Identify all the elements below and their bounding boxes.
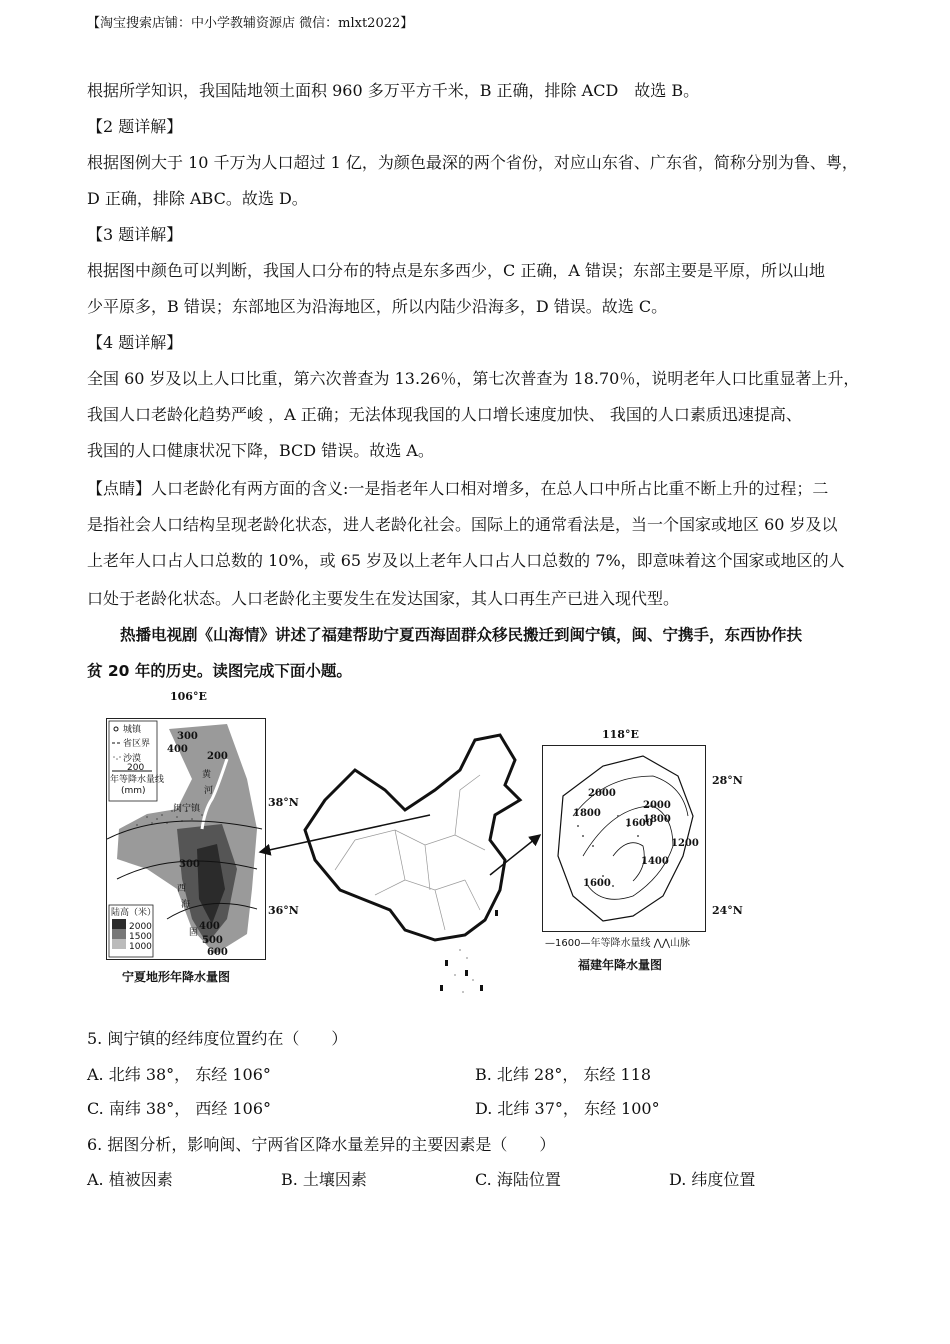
- legend-line-value: 200: [127, 763, 145, 773]
- question-6-stem: 6. 据图分析，影响闽、宁两省区降水量差异的主要因素是（ ）: [87, 1135, 556, 1154]
- label-huang: 黄: [202, 770, 212, 780]
- isohyet-300b: 300: [179, 859, 200, 870]
- fujian-legend-value: 1600: [555, 938, 581, 949]
- shop-header: 【淘宝搜索店铺：中小学教辅资源店 微信：mlxt2022】: [87, 16, 414, 31]
- fujian-legend: —1600—年等降水量线 ⋀⋀山脉: [545, 938, 691, 949]
- isohyet-200: 200: [207, 751, 228, 762]
- q6-option-c: C. 海陆位置: [475, 1170, 561, 1189]
- ningxia-map: [106, 718, 266, 960]
- section-heading: 【3 题详解】: [87, 225, 183, 244]
- paragraph: 少平原多，B 错误；东部地区为沿海地区，所以内陆少沿海多，D 错误。故选 C。: [87, 297, 668, 316]
- paragraph: D 正确，排除 ABC。故选 D。: [87, 189, 308, 208]
- arrows: [250, 790, 550, 910]
- paragraph: 全国 60 岁及以上人口比重，第六次普查为 13.26％，第七次普查为 18.70％，说明老年人口比重显著上升，: [87, 369, 860, 388]
- legend-desert: 沙漠: [123, 754, 142, 764]
- q6-option-d: D. 纬度位置: [669, 1170, 756, 1189]
- paragraph: 根据所学知识，我国陆地领土面积 960 多万平方千米，B 正确，排除 ACD 故选 B。: [87, 81, 700, 100]
- fj-isohyet-2000b: 2000: [643, 800, 671, 811]
- label-hai: 海: [181, 900, 191, 910]
- map-figure: [100, 690, 820, 1000]
- fj-isohyet-1600: 1600: [625, 818, 653, 829]
- legend-boundary: 省区界: [123, 739, 151, 749]
- paragraph: 是指社会人口结构呈现老龄化状态，进人老龄化社会。国际上的通常看法是，当一个国家或地区 60 岁及以: [87, 515, 838, 534]
- paragraph: 根据图中颜色可以判断，我国人口分布的特点是东多西少，C 正确，A 错误；东部主要是平原，所以山地: [87, 261, 825, 280]
- ningxia-caption: 宁夏地形年降水量图: [122, 970, 231, 984]
- legend-unit: (mm): [121, 786, 146, 796]
- q5-option-a: A. 北纬 38°， 东经 106°: [87, 1065, 271, 1084]
- section-heading: 【4 题详解】: [87, 333, 183, 352]
- fujian-lon: 118°E: [602, 728, 639, 741]
- elev-1000: 1000: [129, 942, 152, 952]
- paragraph: 口处于老龄化状态。人口老龄化主要发生在发达国家，其人口再生产已进入现代型。: [87, 589, 680, 608]
- label-xi: 西: [177, 884, 187, 894]
- paragraph: 根据图例大于 10 千万为人口超过 1 亿，为颜色最深的两个省份，对应山东省、广东省，简称分别为鲁、粤，: [87, 153, 858, 172]
- paragraph: 上老年人口占人口总数的 10%，或 65 岁及以上老年人口占人口总数的 7%，即意味着这个国家或地区的人: [87, 551, 845, 570]
- q5-option-b: B. 北纬 28°， 东经 118: [475, 1065, 652, 1084]
- q5-option-c: C. 南纬 38°， 西经 106°: [87, 1099, 272, 1118]
- isohyet-400: 400: [167, 744, 188, 755]
- label-minning: 闽宁镇: [173, 804, 201, 814]
- q6-option-a: A. 植被因素: [87, 1170, 173, 1189]
- elev-title: 陆高（米）: [111, 908, 157, 918]
- ningxia-lat-38: 38°N: [268, 796, 299, 809]
- paragraph: 我国人口老龄化趋势严峻 ，A 正确；无法体现我国的人口增长速度加快、 我国的人口素质迅速提高、: [87, 405, 802, 424]
- question-5-stem: 5. 闽宁镇的经纬度位置约在（ ）: [87, 1029, 348, 1048]
- fj-isohyet-1400: 1400: [641, 856, 669, 867]
- section-heading: 【2 题详解】: [87, 117, 183, 136]
- isohyet-500: 500: [202, 935, 223, 946]
- isohyet-600: 600: [207, 947, 228, 958]
- isohyet-400b: 400: [199, 921, 220, 932]
- legend-town: 城镇: [123, 725, 142, 735]
- fj-isohyet-1800b: 1800: [643, 814, 671, 825]
- q6-option-b: B. 土壤因素: [281, 1170, 367, 1189]
- fj-isohyet-2000: 2000: [588, 788, 616, 799]
- label-gu: 固: [189, 928, 199, 938]
- fj-isohyet-1200: 1200: [671, 838, 699, 849]
- intro-line-2: 贫 20 年的历史。读图完成下面小题。: [87, 662, 352, 680]
- ningxia-lon: 106°E: [170, 690, 207, 703]
- paragraph: 【点睛】人口老龄化有两方面的含义:一是指老年人口相对增多，在总人口中所占比重不断上升的过程；二: [87, 479, 829, 498]
- fj-isohyet-1600b: 1600: [583, 878, 611, 889]
- fujian-map: [542, 745, 706, 932]
- paragraph: 我国的人口健康状况下降，BCD 错误。故选 A。: [87, 441, 434, 460]
- elev-2000: 2000: [129, 922, 152, 932]
- fujian-caption: 福建年降水量图: [578, 958, 663, 972]
- isohyet-300: 300: [177, 731, 198, 742]
- fujian-legend-text: 年等降水量线: [590, 938, 651, 949]
- fujian-lat-28: 28°N: [712, 774, 743, 787]
- mountain-icon: ⋀⋀: [653, 938, 671, 949]
- fujian-lat-24: 24°N: [712, 904, 743, 917]
- elev-1500: 1500: [129, 932, 152, 942]
- q5-option-d: D. 北纬 37°， 东经 100°: [475, 1099, 660, 1118]
- fujian-legend-mountain: 山脉: [670, 938, 691, 949]
- label-he: 河: [204, 786, 214, 796]
- fj-isohyet-1800: 1800: [573, 808, 601, 819]
- intro-line-1: 热播电视剧《山海情》讲述了福建帮助宁夏西海固群众移民搬迁到闽宁镇，闽、宁携手，东西协作扶: [120, 626, 803, 644]
- ningxia-lat-36: 36°N: [268, 904, 299, 917]
- legend-isohyet: 年等降水量线: [110, 775, 165, 785]
